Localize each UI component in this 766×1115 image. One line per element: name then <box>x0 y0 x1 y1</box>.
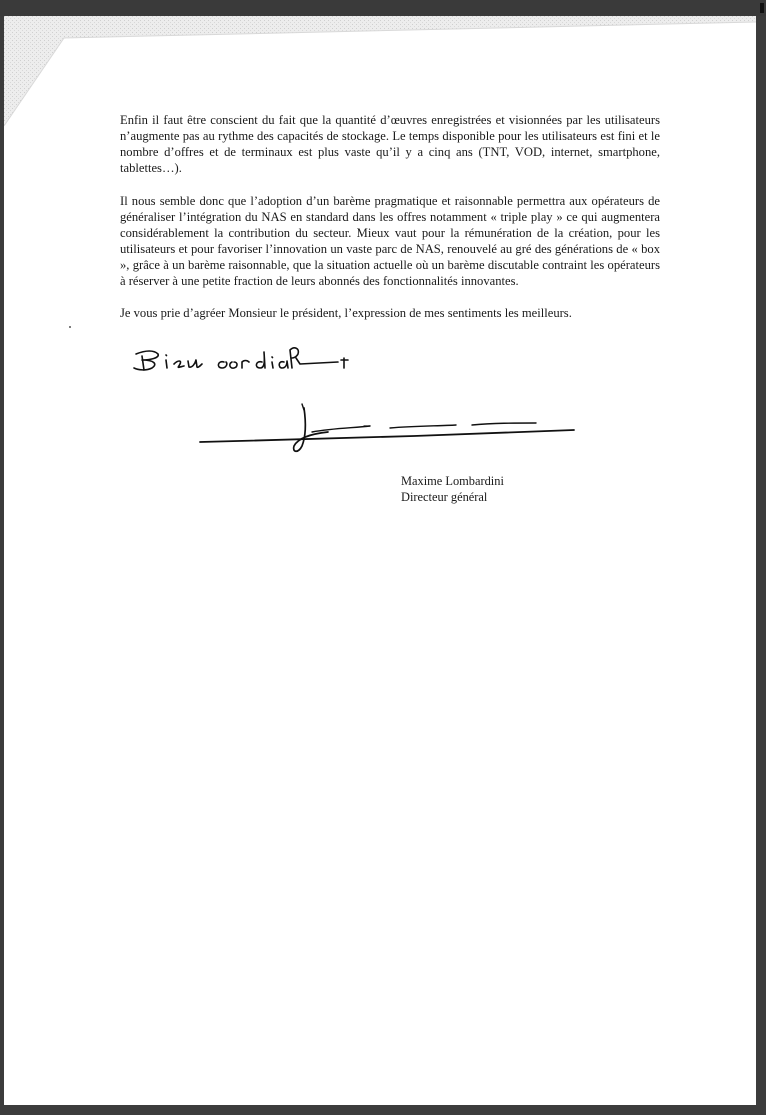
scroll-marker <box>760 3 764 13</box>
paragraph-2: Il nous semble donc que l’adoption d’un barème pragmatique et raisonnable permettra aux opérateurs de généraliser l’intégration du NAS en standard dans les offres notamment « triple play » ce qui augmentera considérablement la contribution du secteur. Mieux vaut pour la rémunération de la création, pour les utilisateurs et pour favoriser l’innovation un vaste parc de NAS, renouvelé au gré des générations de « box », grâce à un barème raisonnable, que la situation actuelle où un barème discutable contraint les opérateurs à réserver à une petite fraction de leurs abonnés des fonctionnalités innovantes. <box>120 194 660 288</box>
signatory-title: Directeur général <box>401 490 488 504</box>
signatory-block <box>401 473 504 505</box>
paragraph-1: Enfin il faut être conscient du fait que la quantité d’œuvres enregistrées et visionnées par les utilisateurs n’augmente pas au rythme des capacités de stockage. Le temps disponible pour les utilisateurs est fini et le nombre d’offres et de terminaux est plus vaste qu’il y a cinq ans (TNT, VOD, internet, smartphone, tablettes…). <box>120 113 660 175</box>
scan-speck <box>69 326 71 328</box>
closing-formula: Je vous prie d’agréer Monsieur le président, l’expression de mes sentiments les meilleurs. <box>120 306 572 320</box>
document-page <box>4 16 756 1105</box>
viewer-right-margin <box>756 16 766 1115</box>
handwritten-note <box>132 334 362 380</box>
letter-body <box>120 112 660 338</box>
viewer-top-bar <box>0 0 766 16</box>
signatory-name: Maxime Lombardini <box>401 474 504 488</box>
signature <box>194 392 584 462</box>
